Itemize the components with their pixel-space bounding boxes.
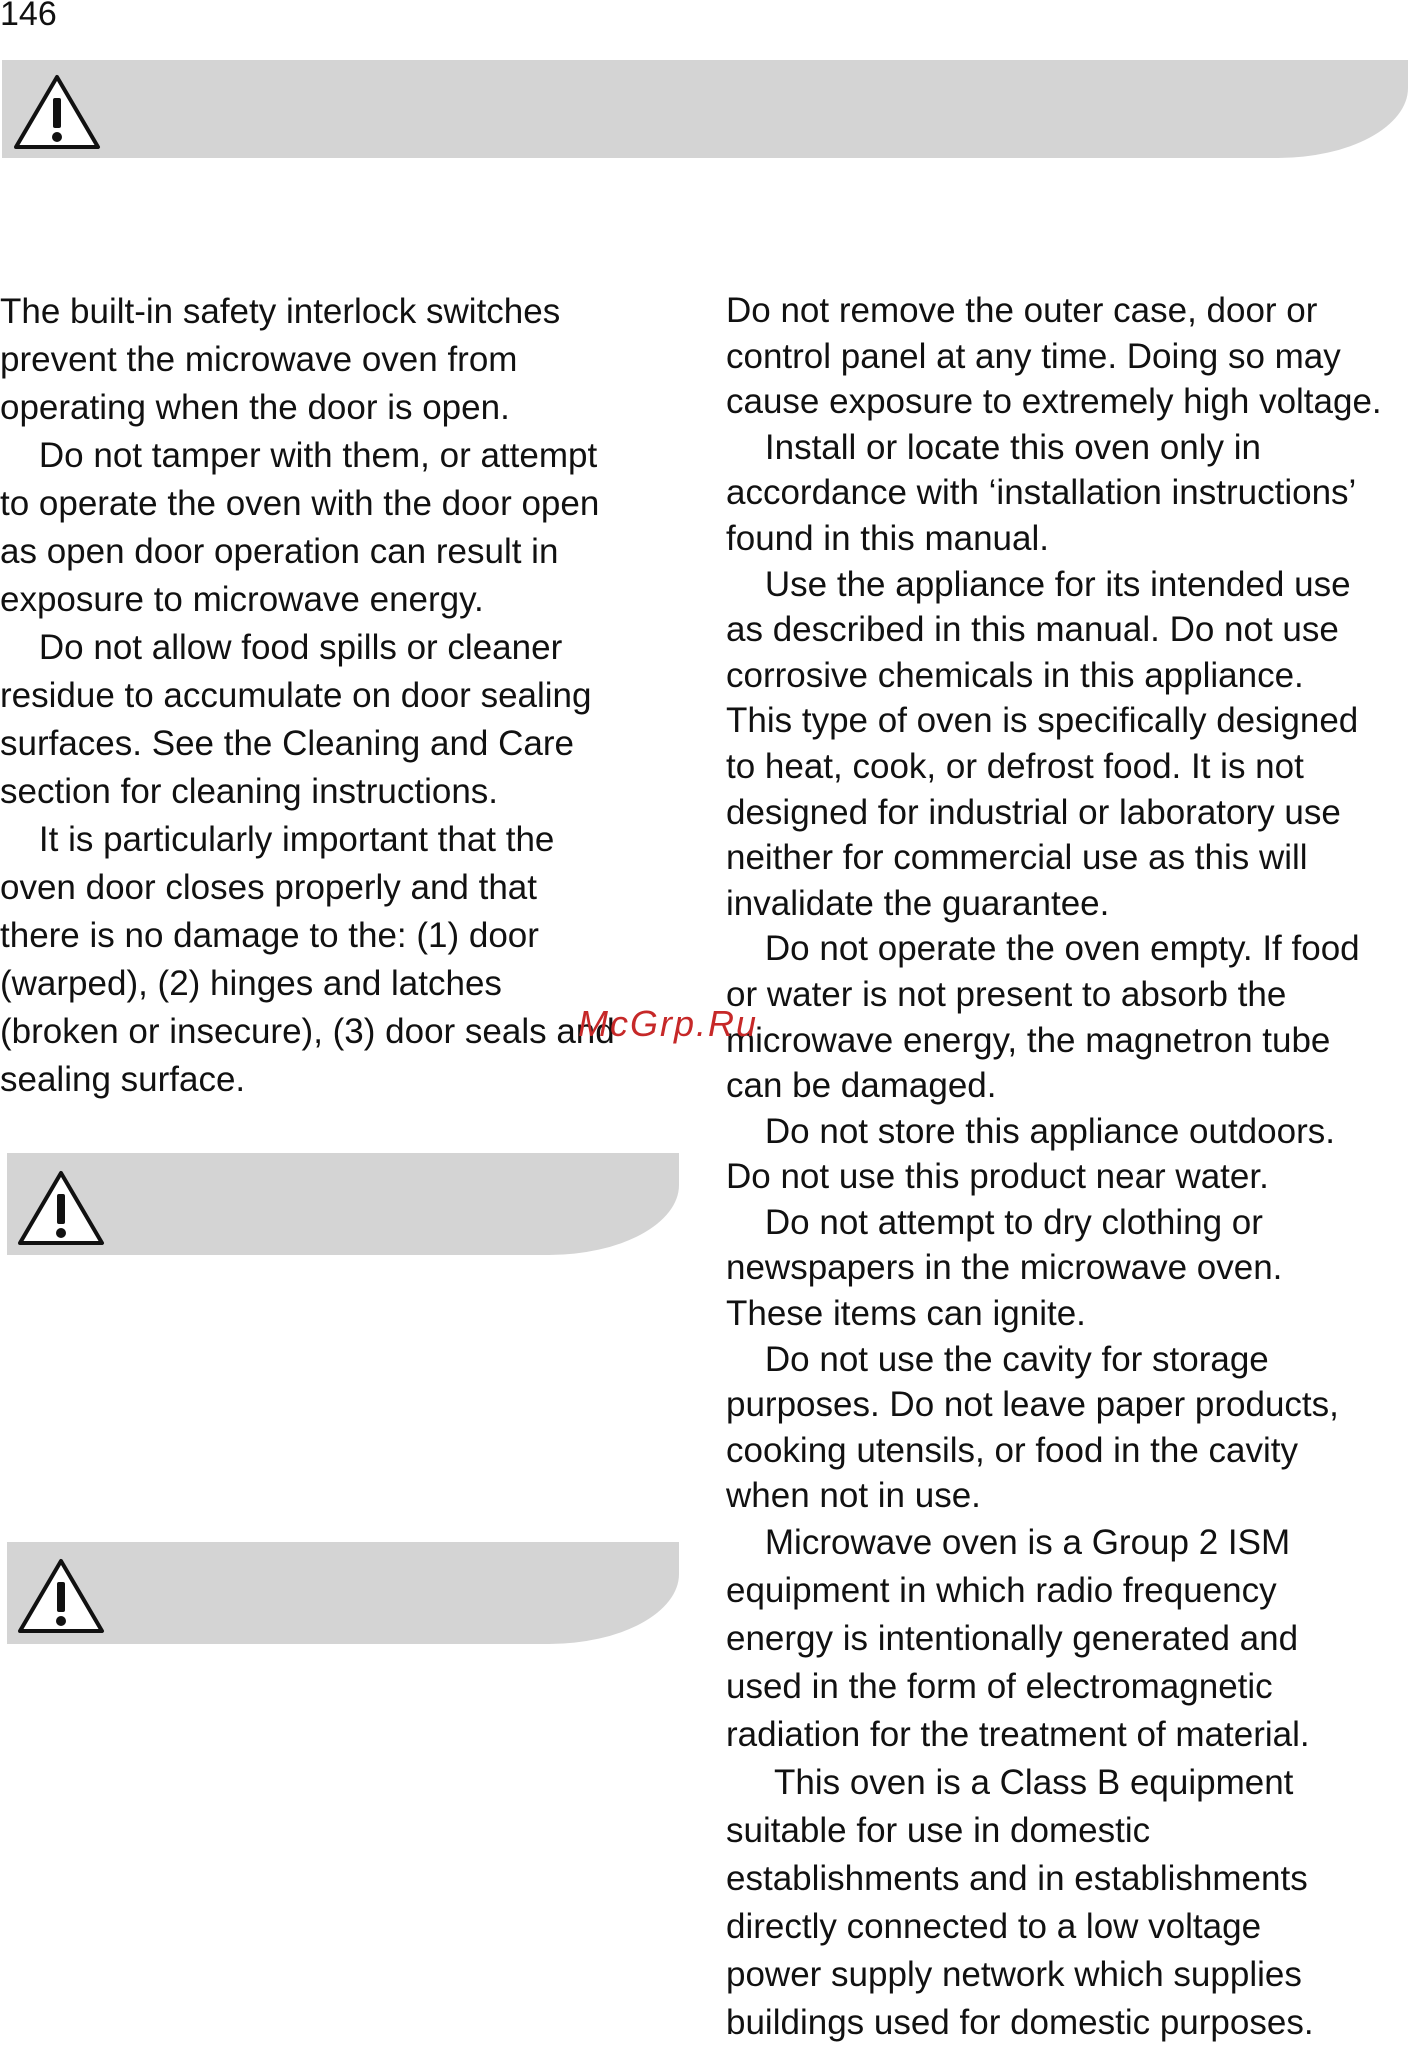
paragraph-food-spills: Do not allow food spills or cleaner residue to accumulate on door sealing surfaces. See the Cleaning and Care section for cleaning instructions. — [0, 628, 592, 811]
paragraph-door-closes: It is particularly important that the oven door closes properly and that there is no damage to the: (1) door (warped), (2) hinges and latches (broken or insecure), (3) door seals and sealing surface. — [0, 820, 615, 1099]
warning-triangle-icon — [12, 72, 102, 152]
paragraph-do-not-tamper: Do not tamper with them, or attempt to operate the oven with the door open as open door operation can result in exposure to microwave energy. — [0, 436, 600, 619]
warning-banner-lower — [7, 1542, 679, 1644]
right-column — [726, 288, 1413, 2047]
paragraph-group2-ism: Microwave oven is a Group 2 ISM equipment in which radio frequency energy is intentionally generated and used in the form of electromagnetic radiation for the treatment of material. — [726, 1523, 1310, 1755]
warning-banner-top — [2, 60, 1408, 158]
paragraph-store-outdoors: Do not store this appliance outdoors. Do not use this product near water. — [726, 1111, 1335, 1197]
paragraph-cavity-storage: Do not use the cavity for storage purposes. Do not leave paper products, cooking utensils, or food in the cavity when not in use. — [726, 1339, 1339, 1516]
paragraph-intended-use: Use the appliance for its intended use as described in this manual. Do not use corrosive chemicals in this appliance. This type of oven is specifically designed to heat, cook, or defrost food. It is not designed for industrial or laboratory use neither for commercial use as this will invalidate the guarantee. — [726, 564, 1359, 923]
page-number: 146 — [0, 0, 57, 33]
watermark: McGrp.Ru — [578, 1003, 759, 1044]
paragraph-install-locate: Install or locate this oven only in accordance with ‘installation instructions’ found in this manual. — [726, 427, 1357, 558]
paragraph-outer-case: Do not remove the outer case, door or control panel at any time. Doing so may cause exposure to extremely high voltage. — [726, 291, 1382, 422]
warning-triangle-icon — [16, 1168, 106, 1248]
paragraph-interlock-switches: The built-in safety interlock switches prevent the microwave oven from operating when the door is open. — [0, 292, 561, 427]
paragraph-dry-clothing: Do not attempt to dry clothing or newspapers in the microwave oven. These items can ignite. — [726, 1202, 1283, 1334]
warning-banner-middle — [7, 1153, 679, 1255]
left-column — [0, 288, 700, 1104]
paragraph-class-b: This oven is a Class B equipment suitable for use in domestic establishments and in establishments directly connected to a low voltage power supply network which supplies buildings used for domestic purposes. — [726, 1763, 1314, 2043]
warning-triangle-icon — [16, 1556, 106, 1636]
paragraph-operate-empty: Do not operate the oven empty. If food or water is not present to absorb the microwave energy, the magnetron tube can be damaged. — [726, 929, 1360, 1106]
